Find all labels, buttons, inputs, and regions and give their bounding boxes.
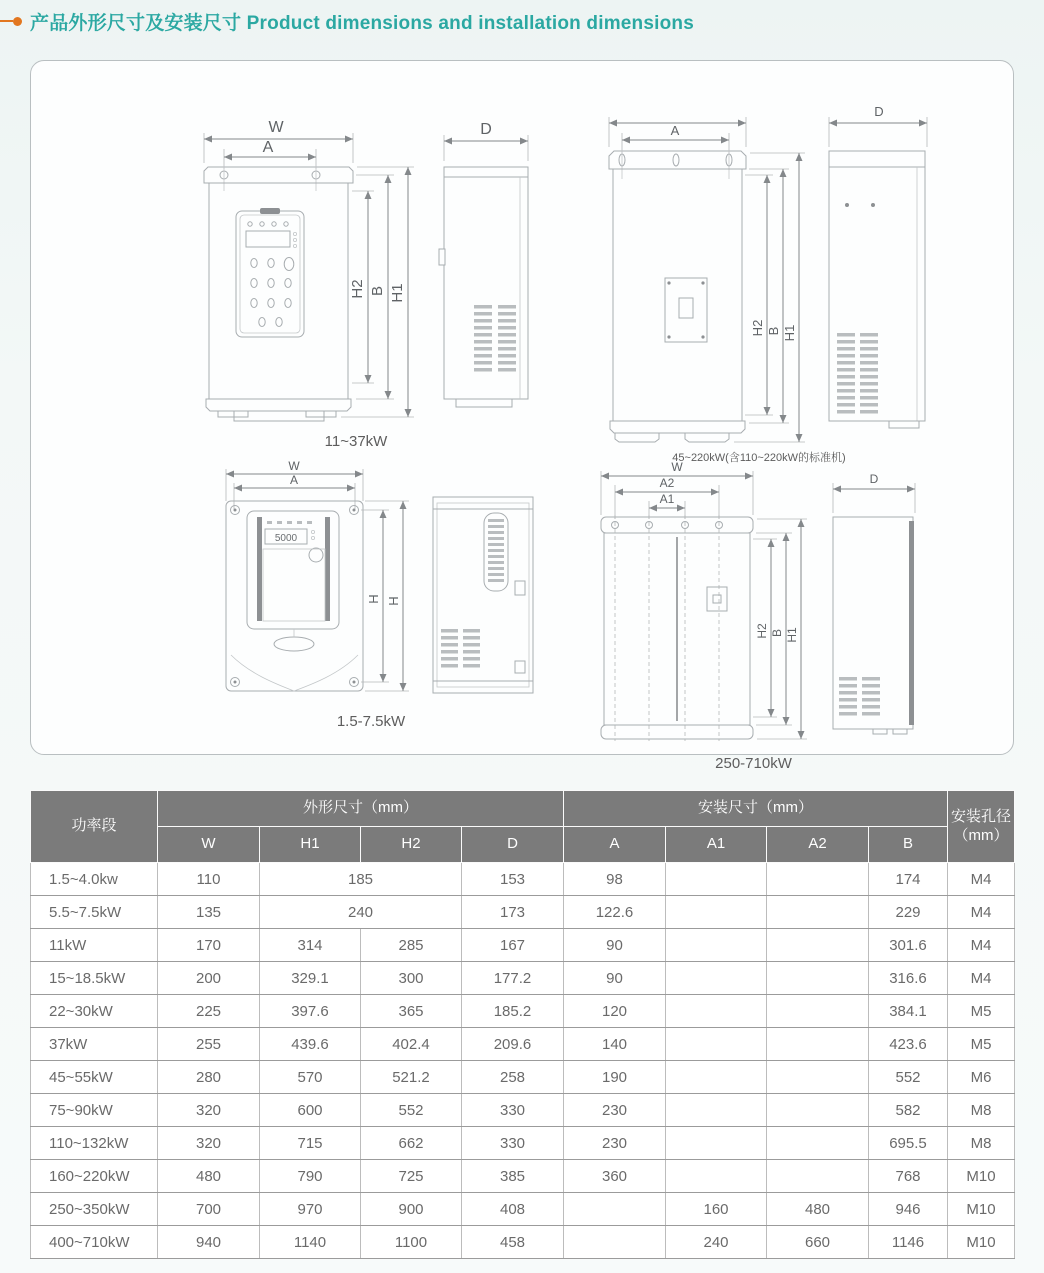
table-cell: 122.6	[564, 896, 666, 929]
diagram-1p5-7p5kw	[201, 459, 541, 730]
table-cell: 715	[260, 1127, 361, 1160]
table-row	[31, 1127, 1015, 1160]
table-cell: 600	[260, 1094, 361, 1127]
table-cell: 790	[260, 1160, 361, 1193]
table-cell	[666, 962, 767, 995]
dim-label-h2: H2	[349, 279, 366, 299]
vent-slots	[474, 305, 516, 372]
dim-label-w: W	[268, 119, 284, 136]
dim-label-a: A	[262, 139, 274, 156]
dim-label-d: D	[869, 472, 879, 486]
table-cell: 408	[462, 1193, 564, 1226]
table-cell: 365	[361, 995, 462, 1028]
table-row	[31, 1061, 1015, 1094]
dim-label-h1: H1	[785, 627, 799, 643]
table-cell: 230	[564, 1094, 666, 1127]
table-cell: 301.6	[869, 929, 948, 962]
dim-label-d: D	[874, 104, 884, 119]
table-cell: 1140	[260, 1226, 361, 1259]
table-cell	[666, 1094, 767, 1127]
table-cell: M10	[948, 1193, 1015, 1226]
page-header	[0, 6, 1044, 36]
table-row	[31, 962, 1015, 995]
table-cell: 160~220kW	[31, 1160, 158, 1193]
table-cell: 255	[158, 1028, 260, 1061]
table-cell	[666, 1028, 767, 1061]
header-cell: 功率段	[31, 791, 158, 863]
diagram-250-710kw	[581, 459, 926, 772]
header-cell: A2	[767, 827, 869, 863]
table-cell: 258	[462, 1061, 564, 1094]
table-cell: M5	[948, 995, 1015, 1028]
table-cell: M6	[948, 1061, 1015, 1094]
table-cell: 700	[158, 1193, 260, 1226]
table-cell: M4	[948, 896, 1015, 929]
table-cell: 110~132kW	[31, 1127, 158, 1160]
table-cell: 135	[158, 896, 260, 929]
table-cell: 940	[158, 1226, 260, 1259]
table-cell: 90	[564, 962, 666, 995]
table-cell: 300	[361, 962, 462, 995]
table-cell: 385	[462, 1160, 564, 1193]
diagram-caption: 45~220kW(含110~220kW的标准机)	[672, 452, 846, 464]
table-cell: 153	[462, 863, 564, 896]
table-cell	[767, 863, 869, 896]
table-body	[31, 863, 1015, 1259]
table-cell	[564, 1193, 666, 1226]
table-row	[31, 929, 1015, 962]
table-cell: 439.6	[260, 1028, 361, 1061]
dim-label-b: B	[766, 326, 781, 336]
table-cell: 75~90kW	[31, 1094, 158, 1127]
dim-label-h1: H1	[389, 283, 406, 303]
title-bullet-icon	[13, 17, 22, 26]
dim-label-h-inner: H	[366, 594, 381, 604]
table-cell: 360	[564, 1160, 666, 1193]
table-cell: 725	[361, 1160, 462, 1193]
table-cell: 160	[666, 1193, 767, 1226]
table-cell: 5.5~7.5kW	[31, 896, 158, 929]
dim-label-b: B	[369, 285, 386, 297]
table-cell: 320	[158, 1094, 260, 1127]
table-cell: 140	[564, 1028, 666, 1061]
table-row	[31, 995, 1015, 1028]
table-cell: 900	[361, 1193, 462, 1226]
diagram-11-37kw	[176, 99, 536, 450]
table-row	[31, 1226, 1015, 1259]
diagram-250-710kw-drawing	[581, 459, 926, 751]
table-cell: 200	[158, 962, 260, 995]
dim-label-h2: H2	[750, 319, 765, 337]
vent-ladder	[488, 519, 504, 582]
table-cell: 970	[260, 1193, 361, 1226]
dim-label-a: A	[289, 473, 299, 487]
table-cell: 423.6	[869, 1028, 948, 1061]
table-cell: M4	[948, 863, 1015, 896]
table-cell: 1146	[869, 1226, 948, 1259]
table-cell: 185	[260, 863, 462, 896]
table-cell	[767, 1127, 869, 1160]
dim-label-a1: A1	[659, 492, 675, 506]
diagram-1p5-7p5kw-drawing	[201, 459, 541, 709]
table-cell: M4	[948, 962, 1015, 995]
table-cell: 90	[564, 929, 666, 962]
table-cell	[767, 962, 869, 995]
table-cell: 120	[564, 995, 666, 1028]
table-cell: 330	[462, 1094, 564, 1127]
table-cell: M5	[948, 1028, 1015, 1061]
table-cell	[767, 929, 869, 962]
table-cell: 280	[158, 1061, 260, 1094]
table-cell: 22~30kW	[31, 995, 158, 1028]
table-row	[31, 1028, 1015, 1061]
table-cell	[666, 896, 767, 929]
table-cell: 229	[869, 896, 948, 929]
table-cell: 768	[869, 1160, 948, 1193]
dim-label-b: B	[770, 628, 784, 638]
table-cell: 316.6	[869, 962, 948, 995]
table-cell: 660	[767, 1226, 869, 1259]
table-cell: 662	[361, 1127, 462, 1160]
dimensions-table	[30, 790, 1015, 1259]
table-cell: 177.2	[462, 962, 564, 995]
table-cell	[767, 1028, 869, 1061]
table-cell: 521.2	[361, 1061, 462, 1094]
table-cell: 240	[666, 1226, 767, 1259]
table-cell: 330	[462, 1127, 564, 1160]
table-cell: M4	[948, 929, 1015, 962]
table-cell: 320	[158, 1127, 260, 1160]
dim-label-h2: H2	[755, 623, 769, 639]
header-cell: A	[564, 827, 666, 863]
drawings-panel	[30, 60, 1014, 772]
diagram-caption: 11~37kW	[324, 433, 388, 450]
table-cell	[666, 995, 767, 1028]
table-cell: 15~18.5kW	[31, 962, 158, 995]
table-cell	[767, 1094, 869, 1127]
dim-label-w: W	[671, 460, 683, 474]
table-cell	[666, 863, 767, 896]
table-cell	[767, 1061, 869, 1094]
table-cell	[666, 1160, 767, 1193]
table-cell: 314	[260, 929, 361, 962]
vent-slots	[441, 629, 480, 668]
table-row	[31, 1193, 1015, 1226]
table-cell: 240	[260, 896, 462, 929]
table-cell: 285	[361, 929, 462, 962]
table-row	[31, 1094, 1015, 1127]
table-cell: 552	[361, 1094, 462, 1127]
header-cell: D	[462, 827, 564, 863]
table-cell: 98	[564, 863, 666, 896]
table-header	[31, 791, 1015, 863]
table-cell: 170	[158, 929, 260, 962]
table-cell: 37kW	[31, 1028, 158, 1061]
table-cell: 230	[564, 1127, 666, 1160]
header-cell: 外形尺寸（mm）	[158, 791, 564, 827]
table-cell: 946	[869, 1193, 948, 1226]
table-cell: 110	[158, 863, 260, 896]
table-cell: 1.5~4.0kw	[31, 863, 158, 896]
table-cell: 582	[869, 1094, 948, 1127]
table-cell	[564, 1226, 666, 1259]
table-cell: 11kW	[31, 929, 158, 962]
header-cell: H1	[260, 827, 361, 863]
title-dash-icon	[0, 20, 13, 22]
table-cell: 570	[260, 1061, 361, 1094]
header-cell: B	[869, 827, 948, 863]
table-cell: 209.6	[462, 1028, 564, 1061]
keypad-display-value: 5000	[274, 533, 298, 544]
table-row	[31, 896, 1015, 929]
header-cell: A1	[666, 827, 767, 863]
table-cell	[767, 995, 869, 1028]
dim-label-h1: H1	[782, 324, 797, 342]
dim-label-a2: A2	[659, 476, 675, 490]
header-cell: H2	[361, 827, 462, 863]
table-cell: 225	[158, 995, 260, 1028]
diagram-caption: 250-710kW	[715, 755, 792, 772]
table-row	[31, 863, 1015, 896]
diagram-caption: 1.5-7.5kW	[336, 713, 406, 730]
table-cell: 1100	[361, 1226, 462, 1259]
table-cell: M10	[948, 1226, 1015, 1259]
table-cell: 174	[869, 863, 948, 896]
dim-label-h-outer: H	[386, 596, 401, 606]
diagram-11-37kw-drawing	[176, 99, 536, 429]
table-cell: 329.1	[260, 962, 361, 995]
table-cell: 384.1	[869, 995, 948, 1028]
table-cell: 458	[462, 1226, 564, 1259]
vent-slots	[839, 677, 880, 716]
table-cell	[767, 1160, 869, 1193]
dim-label-a: A	[670, 123, 680, 138]
table-row	[31, 1160, 1015, 1193]
table-cell: M8	[948, 1094, 1015, 1127]
diagram-45-220kw-drawing	[589, 93, 929, 445]
table-cell: 552	[869, 1061, 948, 1094]
table-cell: 397.6	[260, 995, 361, 1028]
table-cell: 250~350kW	[31, 1193, 158, 1226]
table-cell: 695.5	[869, 1127, 948, 1160]
table-cell: 402.4	[361, 1028, 462, 1061]
table-cell	[666, 1127, 767, 1160]
table-cell: 480	[767, 1193, 869, 1226]
dim-label-w: W	[288, 459, 300, 473]
diagram-45-220kw	[589, 93, 929, 465]
header-cell: 安装尺寸（mm）	[564, 791, 948, 827]
table-cell: 185.2	[462, 995, 564, 1028]
table-cell	[767, 896, 869, 929]
table-cell: 167	[462, 929, 564, 962]
table-cell: 45~55kW	[31, 1061, 158, 1094]
table-cell: 400~710kW	[31, 1226, 158, 1259]
table-cell: 190	[564, 1061, 666, 1094]
table-cell: 173	[462, 896, 564, 929]
vent-slots	[837, 333, 878, 414]
table-cell	[666, 929, 767, 962]
table-cell: M10	[948, 1160, 1015, 1193]
table-cell: 480	[158, 1160, 260, 1193]
table-cell	[666, 1061, 767, 1094]
table-cell: M8	[948, 1127, 1015, 1160]
header-cell: W	[158, 827, 260, 863]
dim-label-d: D	[480, 121, 492, 138]
header-cell: 安装孔径 （mm）	[948, 791, 1015, 863]
page-title: 产品外形尺寸及安装尺寸 Product dimensions and installation dimensions	[30, 12, 694, 34]
